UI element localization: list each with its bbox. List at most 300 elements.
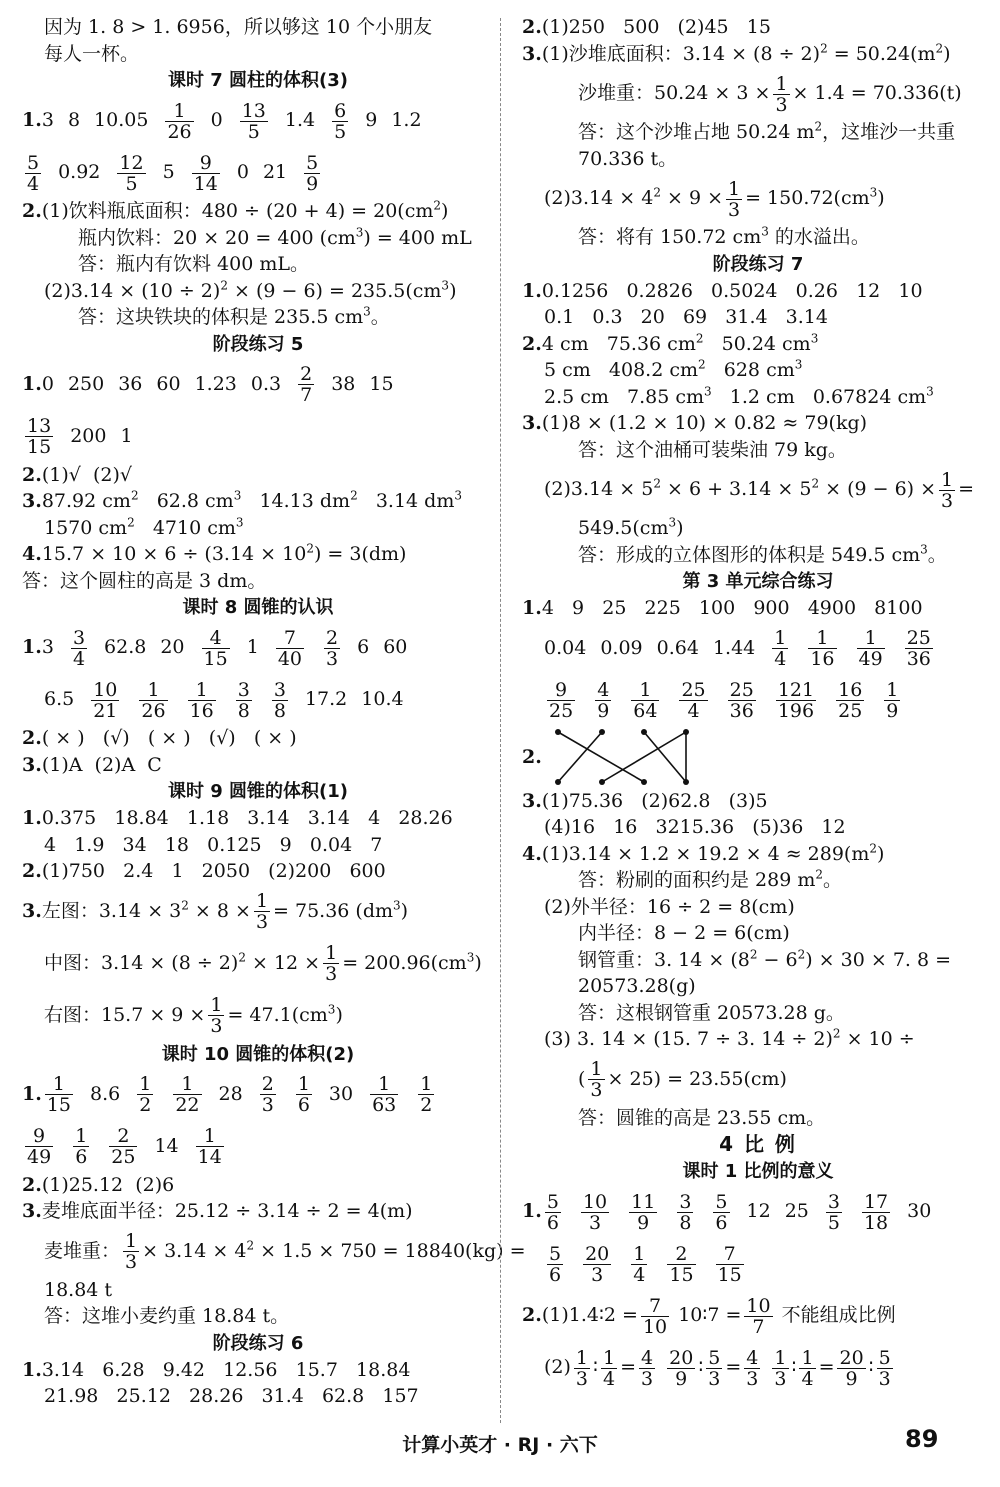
answer-line [22,1383,494,1410]
fraction-denominator: 15 [669,1263,694,1286]
fraction-denominator: 15 [717,1263,742,1286]
answer-value: 1 [120,424,133,447]
fraction-numerator: 1 [196,1126,224,1147]
answer-line [22,251,494,278]
fraction-denominator: 64 [633,700,658,722]
answer-line [522,146,994,173]
answer-line [522,278,994,305]
answer-line [22,568,494,595]
answer-row [522,172,994,224]
answer-row [522,1341,994,1393]
answer-text: 5 cm 408.2 $cm^2$ 628 $cm^3$ [544,357,803,381]
fraction-denominator: 7 [752,1315,765,1338]
question-number: 1. [522,279,542,302]
answer-row [522,67,994,119]
math-text: ∶ [593,1356,598,1378]
fraction [776,680,816,721]
fraction [418,1074,434,1115]
fraction-denominator: 16 [810,648,835,670]
answer-text: 答：圆锥的高是 23.55 cm。 [578,1106,826,1129]
fraction-numerator: 1 [857,628,885,649]
answer-value: 0 [41,372,54,395]
math-text: = $200.96(cm^3)$ [342,950,482,974]
math-text: $(2)3.14 \times 5^2 \times 6 + 3.14 \times 5^2 \times (9 - 6)$ × [544,476,937,500]
fraction-denominator: 6 [715,1211,728,1234]
answer-text: 0.1 0.3 20 69 31.4 3.14 [544,306,828,328]
answer-text: 答：粉刷的面积约是 289 $m^2$。 [578,867,843,891]
fraction-denominator: 26 [167,120,192,143]
math-text [658,1356,664,1378]
answer-value: 62.8 [104,636,147,658]
answer-text: 答：这根钢管重 20573.28 g。 [578,1001,845,1024]
answer-row [22,989,494,1041]
fraction [188,680,216,721]
fraction-numerator: 1 [631,680,659,701]
fraction-denominator: 3 [746,1367,759,1390]
matching-dot [641,779,647,785]
fraction-numerator: 6 [334,99,347,122]
fraction-numerator: 1 [139,680,167,701]
fraction-denominator: 63 [372,1094,397,1116]
answer-line [522,41,994,68]
answer-text: (1)沙堆底面积：$3.14 \times (8 \div 2)^2 = 50.24(m^2)$ [541,41,951,65]
fraction-numerator: 20 [839,1346,864,1369]
answer-line [22,1357,494,1384]
answer-text: 21.98 25.12 28.26 31.4 62.8 157 [44,1385,419,1407]
fraction-numerator: 5 [549,1242,562,1265]
answer-value: 0.64 [656,636,699,659]
question-number: 2. [22,860,42,882]
section-heading: 课时 9 圆锥的体积(1) [167,781,349,802]
question-number: 3. [22,899,42,922]
fraction [272,680,288,721]
fraction-denominator: 5 [334,120,347,143]
fraction-denominator: 3 [326,647,339,670]
answer-value: 21 [262,161,288,183]
answer-text: $15.7 \times 10 \times 6 \div (3.14 \times 10^2) = 3(dm)$ [41,541,407,565]
question-number: 2. [22,1173,42,1196]
fraction [25,1126,53,1167]
fraction [208,995,224,1036]
fraction-numerator: 1 [602,1346,616,1369]
matching-lines-row [522,726,994,788]
fraction-denominator: 9 [886,700,899,722]
matching-dot [555,779,561,785]
answer-text: 答：这块铁块的体积是 235.5 $cm^3$。 [78,304,390,328]
fraction [547,680,575,721]
fraction-denominator: 9 [845,1367,858,1390]
fraction-numerator: 7 [641,1296,669,1317]
math-text: × 1.4 = 70.336(t) [792,82,962,104]
answer-line [522,788,994,815]
math-text: $(2)3.14 \times 4^2 \times 9$ × [544,185,723,209]
answer-value: 8.6 [90,1082,121,1105]
fraction [826,1192,842,1233]
fraction [877,1348,893,1389]
answer-text: 2.5 cm 7.85 $cm^3$ 1.2 cm 0.67824 $cm^3$ [544,384,934,408]
fraction-numerator: 1 [633,1242,646,1265]
answer-value: 10.4 [361,688,404,710]
answer-line [22,1303,494,1330]
answer-line [22,14,494,41]
answer-value: 28 [218,1082,243,1105]
answer-line [522,894,994,921]
left-column [22,14,526,1410]
answer-row [22,94,494,146]
answer-text: (1)8 × (1.2 × 10) × 0.82 ≈ 79(kg) [541,412,868,434]
fraction-numerator: 4 [202,628,230,649]
answer-text: $(2)3.14 \times (10 \div 2)^2 \times (9 - 6) = 235.5(cm^3)$ [44,278,457,302]
answer-row [22,146,494,198]
fraction-denominator: 3 [941,489,954,512]
math-text: ∶ [868,1356,874,1378]
section-heading: 课时 1 比例的意义 [682,1161,834,1182]
fraction-denominator: 2 [420,1094,433,1116]
math-text: × $3.14 \times 4^2 \times 1.5 \times 750 = 18840(kg)$ = [142,1238,526,1262]
fraction [117,153,145,194]
fraction [173,1074,201,1115]
fraction-denominator: 5 [827,1211,840,1234]
matching-dot [683,779,689,785]
answer-value: 17.2 [304,688,348,710]
fraction-denominator: 6 [546,1211,559,1234]
answer-value: 250 [67,372,105,395]
fraction-denominator: 36 [906,648,931,670]
fraction [641,1296,669,1337]
fraction-numerator: 1 [173,1074,201,1095]
section-heading: 阶段练习 7 [712,253,804,275]
question-number: 1. [522,597,542,619]
fraction-denominator: 9 [637,1211,650,1234]
answer-text: 瓶内饮料：20 × 20 = 400 $(cm^3) = 400$ mL [78,225,472,249]
answer-text: 答：形成的立体图形的体积是 549.5 $cm^3$。 [578,542,947,566]
fraction-numerator: 1 [590,1058,603,1080]
question-number: 3. [22,1200,42,1222]
fraction [744,1296,772,1337]
fraction-numerator: 7 [716,1244,744,1265]
fraction-denominator: 26 [141,699,166,722]
fraction-denominator: 14 [193,172,218,195]
answer-value: 15 [369,372,394,395]
fraction-numerator: 1 [575,1346,589,1369]
answer-value: 30 [907,1200,932,1222]
question-number: 1. [22,1082,42,1105]
answer-row [22,673,494,725]
answer-value: 14 [154,1134,179,1157]
fraction-numerator: 20 [669,1346,694,1369]
math-text: 左图：$3.14 \times 3^2 \times 8$ × [41,898,251,922]
fraction-numerator: 9 [25,1126,53,1147]
fraction-numerator: 1 [297,1073,310,1095]
fraction-denominator: 16 [189,699,214,722]
question-number: 3. [522,789,542,812]
answer-row [22,1225,526,1277]
fraction-numerator: 1 [420,1073,433,1095]
answer-value: 25 [784,1200,809,1222]
fraction [236,680,252,721]
matching-lines-diagram [554,726,744,788]
fraction-denominator: 3 [588,1211,602,1234]
answer-line [522,595,994,622]
answer-text: $549.5(cm^3)$ [578,515,684,539]
fraction [837,1348,865,1389]
fraction-numerator: 5 [715,1190,728,1213]
answer-value: 60 [383,636,408,658]
fraction-numerator: 121 [777,679,815,701]
answer-line [522,841,994,868]
answer-value: 8 [67,109,81,131]
answer-text: 麦堆底面半径：25.12 ÷ 3.14 ÷ 2 = 4(m) [41,1200,413,1222]
fraction-denominator: 3 [575,1367,589,1390]
fraction-numerator: 7 [276,628,304,649]
answer-line [22,752,494,779]
fraction [799,1348,815,1389]
answer-value: 0.09 [600,636,643,659]
fraction-numerator: 2 [300,363,313,385]
math-text: 10∶7 = [672,1304,742,1326]
answer-text: 4 9 25 225 100 900 4900 8100 [541,597,923,619]
question-number: 1. [22,1358,42,1381]
fraction [905,628,933,669]
fraction-denominator: 3 [728,198,741,221]
answer-text: (1)A (2)A C [41,753,162,776]
fraction-denominator: 3 [591,1263,604,1286]
fraction-numerator: 1 [941,468,954,491]
fraction-denominator: 3 [255,911,269,933]
section-heading: 课时 10 圆锥的体积(2) [161,1043,355,1065]
fraction-numerator: 25 [906,627,931,649]
fraction [304,153,320,194]
answer-text: (2)外半径：16 ÷ 2 = 8(cm) [544,895,795,918]
fraction-denominator: 9 [675,1367,688,1390]
fraction-denominator: 25 [838,700,863,722]
fraction-denominator: 7 [300,384,313,406]
fraction-numerator: 1 [325,942,338,964]
fraction [260,1074,276,1115]
answer-value: 20 [160,636,185,658]
answer-text: 答：瓶内有饮料 400 mL。 [78,253,309,275]
fraction [25,153,41,194]
fraction-denominator: 15 [46,1094,72,1116]
fraction-numerator: 2 [109,1126,137,1147]
fraction-denominator: 5 [247,120,260,143]
answer-line [522,515,994,542]
fraction-denominator: 5 [125,172,138,195]
answer-line [522,357,994,384]
fraction [629,1192,657,1233]
answer-value: 3 [41,109,54,131]
fraction [109,1126,137,1167]
fraction [137,1074,153,1115]
answer-text: 70.336 t。 [578,147,678,170]
matching-dot [555,729,561,735]
fraction [45,1074,73,1115]
answer-line [22,541,494,568]
fraction-denominator: 14 [197,1146,222,1168]
section-heading: 课时 8 圆锥的认识 [182,597,334,618]
fraction [298,364,314,405]
math-text: 中图：$3.14 \times (8 \div 2)^2 \times 12$ × [44,950,321,974]
answer-row [522,622,994,674]
section-heading: 阶段练习 6 [212,1332,304,1354]
fraction [324,628,340,669]
answer-line [522,973,994,1000]
fraction-numerator: 1 [45,1074,73,1095]
math-text: ( [578,1067,586,1090]
answer-text: (1)750 2.4 1 2050 (2)200 600 [41,860,386,882]
fraction-denominator: 4 [801,1367,814,1390]
answer-line [522,410,994,437]
math-text: = $47.1(cm^3)$ [227,1002,343,1026]
fraction [772,628,788,669]
answer-row [522,674,994,726]
fraction [123,1231,139,1272]
answer-text: 20573.28(g) [578,975,696,997]
fraction-numerator: 12 [119,151,144,174]
answer-row [522,1185,994,1237]
question-number: 1. [22,807,42,829]
answer-row [22,885,494,937]
fraction-numerator: 9 [192,153,220,174]
fraction-denominator: 3 [640,1367,654,1390]
answer-value: 1 [246,636,259,658]
fraction-denominator: 4 [602,1367,616,1390]
fraction-denominator: 4 [72,647,86,670]
math-text: 沙堆重：50.24 × 3 × [578,82,771,104]
answer-line [22,1198,494,1225]
math-text: = 75.36 $(dm^3)$ [273,898,409,922]
fraction [884,680,900,721]
fraction [716,1244,744,1285]
answer-line [522,947,994,974]
answer-text: 4 cm 75.36 $cm^2$ 50.24 $cm^3$ [541,331,819,355]
answer-row [522,1053,994,1105]
fraction-numerator: 1 [774,627,787,649]
question-number: 4. [22,543,42,565]
answer-line [522,304,994,331]
answer-value: 38 [331,372,356,395]
math-text: 麦堆重： [44,1239,121,1262]
fraction [713,1192,729,1233]
answer-line [22,805,494,832]
answer-text: 87.92 $cm^2$ 62.8 $cm^3$ 14.13 $dm^2$ 3.14 $dm^3$ [41,488,463,512]
fraction-numerator: 1 [728,177,741,200]
math-text: = [620,1356,636,1378]
fraction [196,1126,224,1167]
fraction-numerator: 3 [679,1190,692,1213]
answer-line [522,920,994,947]
fraction-denominator: 6 [75,1146,88,1168]
question-number: 2. [522,332,542,355]
fraction-denominator: 3 [708,1367,721,1390]
fraction-denominator: 3 [878,1367,891,1390]
math-text: ∶ [698,1356,704,1378]
math-text: 不能组成比例 [775,1304,896,1326]
fraction [728,680,756,721]
fraction-numerator: 3 [72,626,86,649]
math-text: ∶ [791,1356,797,1378]
fraction-denominator: 3 [775,93,788,116]
fraction-numerator: 17 [863,1190,889,1213]
fraction [773,74,789,115]
fraction [631,1244,647,1285]
fraction-denominator: 4 [774,648,787,670]
answer-text: 答：这个圆柱的高是 3 dm。 [22,569,267,592]
fraction [677,1192,693,1233]
answer-text: $(1)3.14 \times 1.2 \times 19.2 \times 4 \approx 289(m^2)$ [541,841,885,865]
fraction [667,1348,695,1389]
fraction-numerator: 1 [210,994,223,1016]
fraction-numerator: 1 [370,1074,398,1095]
question-number: 1. [22,636,42,658]
answer-row [22,410,494,462]
question-number: 1. [22,109,42,131]
fraction [772,1348,788,1389]
fraction-numerator: 9 [547,680,575,701]
math-text: 右图：15.7 × 9 × [44,1003,206,1026]
answer-value: 0 [210,109,223,131]
answer-text: 1570 $cm^2$ 4710 $cm^3$ [44,515,244,539]
fraction-numerator: 2 [326,626,339,649]
fraction-numerator: 4 [597,679,610,701]
question-number: 3. [522,42,542,65]
answer-text: 钢管重：3. $14 \times (8^2 - 6^2) \times 30 \times 7$. 8 = [578,947,952,971]
fraction [601,1348,617,1389]
answer-text: (1)饮料瓶底面积：$480 \div (20 + 4) = 20(cm^2)$ [41,198,449,222]
fraction-numerator: 4 [640,1346,654,1369]
answer-line [522,119,994,146]
answer-line [522,437,994,464]
right-column [522,14,994,1393]
math-text: = $150.72(cm^3)$ [745,185,885,209]
question-number: 3. [22,753,42,776]
answer-value: 5 [162,161,175,183]
question-number: 2. [522,16,542,38]
fraction-denominator: 2 [139,1094,152,1116]
math-text: = [958,478,975,500]
fraction-numerator: 1 [801,1346,814,1369]
fraction [808,628,836,669]
fraction-denominator: 3 [325,963,338,985]
answer-text: 3.14 6.28 9.42 12.56 15.7 18.84 [41,1358,411,1381]
fraction-numerator: 10 [746,1294,771,1317]
fraction-denominator: 3 [590,1079,603,1101]
page-number: 89 [905,1425,939,1453]
fraction-numerator: 5 [878,1346,891,1369]
matching-dot [599,779,605,785]
question-number: 3. [22,490,42,512]
answer-line [22,462,494,489]
answer-value: 6.5 [44,688,75,710]
fraction-denominator: 49 [27,1146,52,1168]
answer-text: 0.1256 0.2826 0.5024 0.26 12 10 [541,279,923,302]
fraction-numerator: 1 [775,72,788,95]
fraction-denominator: 9 [306,172,319,195]
fraction-denominator: 8 [237,699,250,722]
fraction [574,1348,590,1389]
fraction [667,1244,695,1285]
fraction-denominator: 40 [277,647,302,670]
fraction [332,101,348,142]
answer-text: 答：这堆小麦约重 18.84 t。 [44,1305,290,1327]
fraction [631,680,659,721]
math-text: (2) [544,1356,571,1378]
answer-text: (3) 3. 14 × (15. 7 ÷ 3. 14 ÷ 2)$^2$ × 10 ÷ [544,1026,915,1050]
matching-line [558,732,644,782]
fraction [545,1192,561,1233]
fraction-denominator: 6 [549,1263,562,1286]
fraction-denominator: 21 [93,699,118,722]
